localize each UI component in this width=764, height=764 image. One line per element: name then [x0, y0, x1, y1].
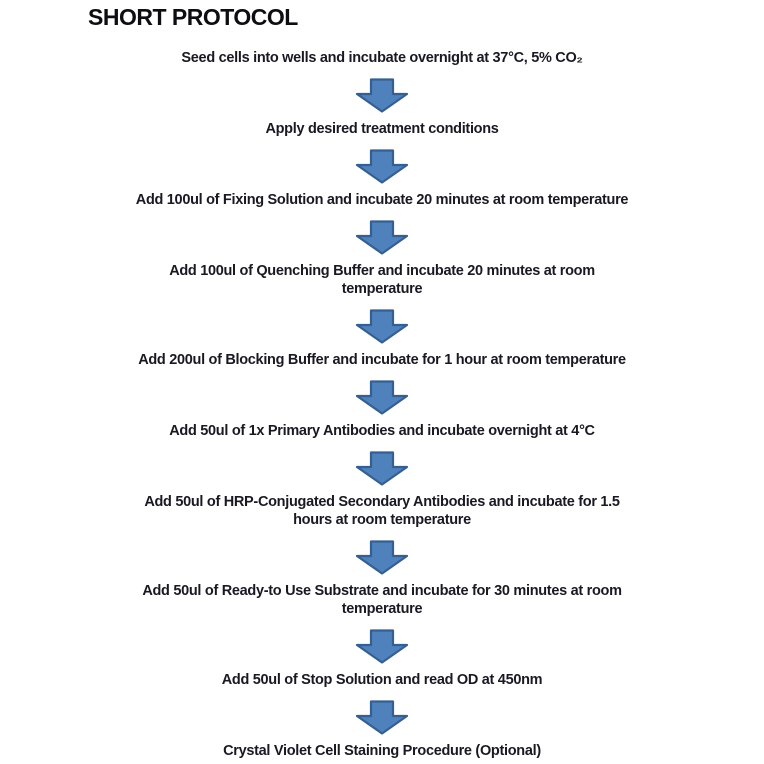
protocol-step-fixing-solution — [0, 191, 764, 209]
protocol-step-seed-cells — [0, 49, 764, 67]
step-text: temperature — [341, 281, 423, 297]
down-arrow-icon — [0, 451, 764, 486]
protocol-step-primary-antibodies — [0, 422, 764, 440]
protocol-step-crystal-violet — [0, 742, 764, 760]
down-arrow-icon — [0, 309, 764, 344]
protocol-step-treatment — [0, 120, 764, 138]
down-arrow-icon — [0, 629, 764, 664]
step-text: hours at room temperature — [293, 512, 471, 528]
protocol-step-secondary-antibodies — [0, 493, 764, 529]
protocol-step-quenching-buffer — [0, 262, 764, 298]
down-arrow-icon — [0, 380, 764, 415]
step-text: temperature — [341, 601, 423, 617]
protocol-step-stop-solution — [0, 671, 764, 689]
step-text: Add 50ul of HRP-Conjugated Secondary Antibodies and incubate for 1.5 — [144, 494, 620, 510]
step-text: Apply desired treatment conditions — [265, 121, 499, 137]
step-text: Add 100ul of Fixing Solution and incubate 20 minutes at room temperature — [135, 192, 629, 208]
down-arrow-icon — [0, 149, 764, 184]
step-text: Add 100ul of Quenching Buffer and incubate 20 minutes at room — [169, 263, 595, 279]
page-title: SHORT PROTOCOL — [88, 4, 298, 30]
step-text: Add 50ul of Ready-to Use Substrate and incubate for 30 minutes at room — [142, 583, 622, 599]
step-text: Add 200ul of Blocking Buffer and incubate for 1 hour at room temperature — [138, 352, 626, 368]
down-arrow-icon — [0, 220, 764, 255]
step-text: Crystal Violet Cell Staining Procedure (Optional) — [223, 743, 541, 759]
step-text: Add 50ul of Stop Solution and read OD at 450nm — [221, 672, 543, 688]
protocol-step-substrate — [0, 582, 764, 618]
down-arrow-icon — [0, 540, 764, 575]
step-text: Seed cells into wells and incubate overnight at 37°C, 5% CO₂ — [181, 50, 583, 66]
down-arrow-icon — [0, 700, 764, 735]
step-text: Add 50ul of 1x Primary Antibodies and incubate overnight at 4°C — [169, 423, 595, 439]
protocol-step-blocking-buffer — [0, 351, 764, 369]
down-arrow-icon — [0, 78, 764, 113]
